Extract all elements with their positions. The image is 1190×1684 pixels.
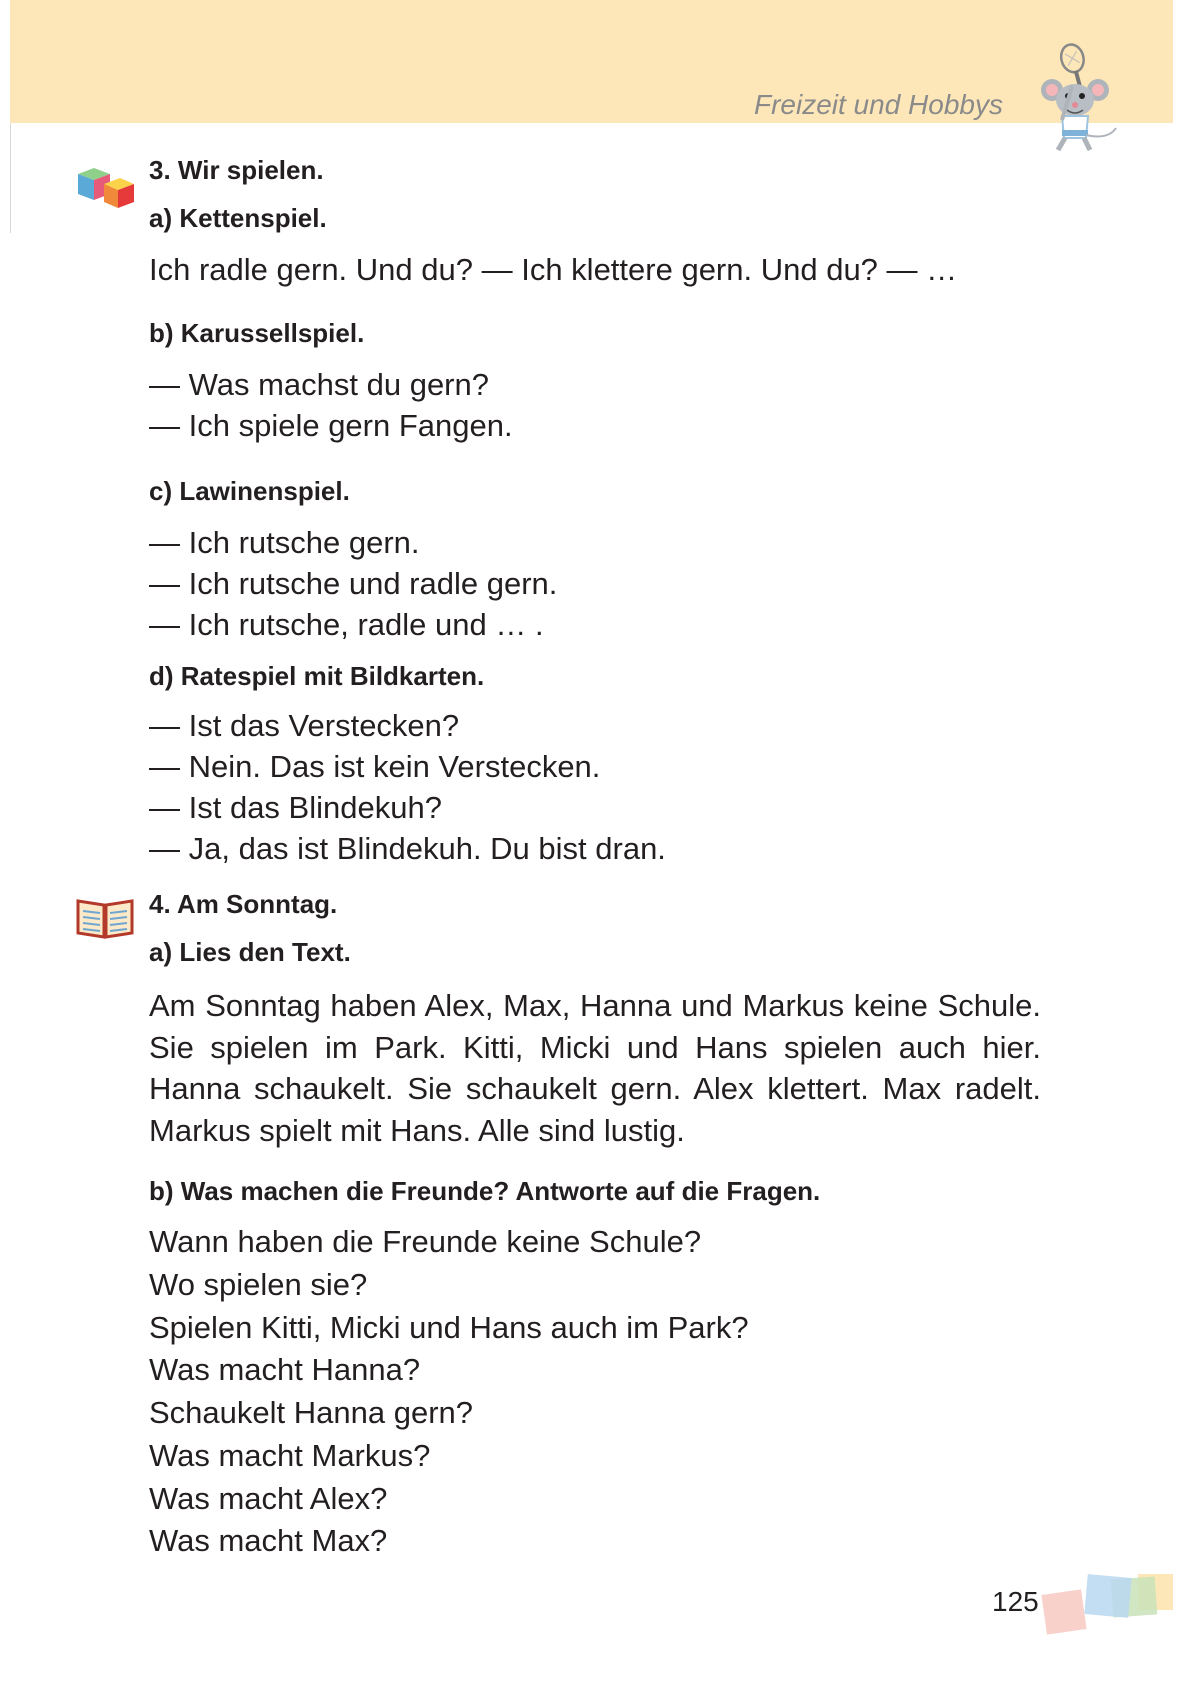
exercise-3a-line: Ich radle gern. Und du? — Ich klettere gern. Und du? — …	[149, 252, 958, 287]
question-line: Was macht Alex?	[149, 1481, 388, 1516]
exercise-3d-label: d) Ratespiel mit Bildkarten.	[149, 661, 485, 691]
reading-text: Am Sonntag haben Alex, Max, Hanna und Markus keine Schule. Sie spielen im Park. Kitti, Micki und Hans spielen auch hier. Hanna schaukelt. Sie schaukelt gern. Alex klettert. Max radelt. Markus spielt mit Hans. Alle sind lustig.	[149, 988, 1041, 1148]
exercise-3b-label: b) Karussellspiel.	[149, 318, 365, 348]
dialogue-line: — Ist das Blindekuh?	[149, 790, 442, 825]
left-margin-rule	[10, 123, 11, 233]
dialogue-line: — Ich rutsche, radle und … .	[149, 607, 544, 642]
dialogue-line: — Ist das Verstecken?	[149, 708, 460, 743]
dialogue-line: — Ich rutsche und radle gern.	[149, 566, 558, 601]
exercise-3-title: 3. Wir spielen.	[149, 155, 324, 185]
dialogue-line: — Ich rutsche gern.	[149, 525, 420, 560]
dialogue-line: — Was machst du gern?	[149, 367, 489, 402]
mouse-tennis-mascot	[1020, 40, 1120, 155]
dialogue-line: — Ja, das ist Blindekuh. Du bist dran.	[149, 831, 666, 866]
building-blocks-icon	[74, 160, 140, 210]
open-book-icon	[74, 893, 136, 941]
exercise-4-title: 4. Am Sonntag.	[149, 889, 338, 919]
chapter-title: Freizeit und Hobbys	[753, 89, 1003, 120]
dialogue-line: — Nein. Das ist kein Verstecken.	[149, 749, 601, 784]
page-number: 125	[992, 1586, 1039, 1617]
question-line: Wann haben die Freunde keine Schule?	[149, 1224, 702, 1259]
exercise-3a-label: a) Kettenspiel.	[149, 203, 327, 233]
question-line: Was macht Hanna?	[149, 1352, 421, 1387]
question-line: Wo spielen sie?	[149, 1267, 368, 1302]
question-line: Was macht Markus?	[149, 1438, 431, 1473]
question-line: Spielen Kitti, Micki und Hans auch im Park?	[149, 1310, 749, 1345]
question-line: Was macht Max?	[149, 1523, 388, 1558]
exercise-4b-label: b) Was machen die Freunde? Antworte auf die Fragen.	[149, 1176, 821, 1206]
question-line: Schaukelt Hanna gern?	[149, 1395, 474, 1430]
exercise-3c-label: c) Lawinenspiel.	[149, 476, 350, 506]
exercise-4a-label: a) Lies den Text.	[149, 937, 351, 967]
corner-color-squares	[1040, 1572, 1173, 1638]
dialogue-line: — Ich spiele gern Fangen.	[149, 408, 513, 443]
